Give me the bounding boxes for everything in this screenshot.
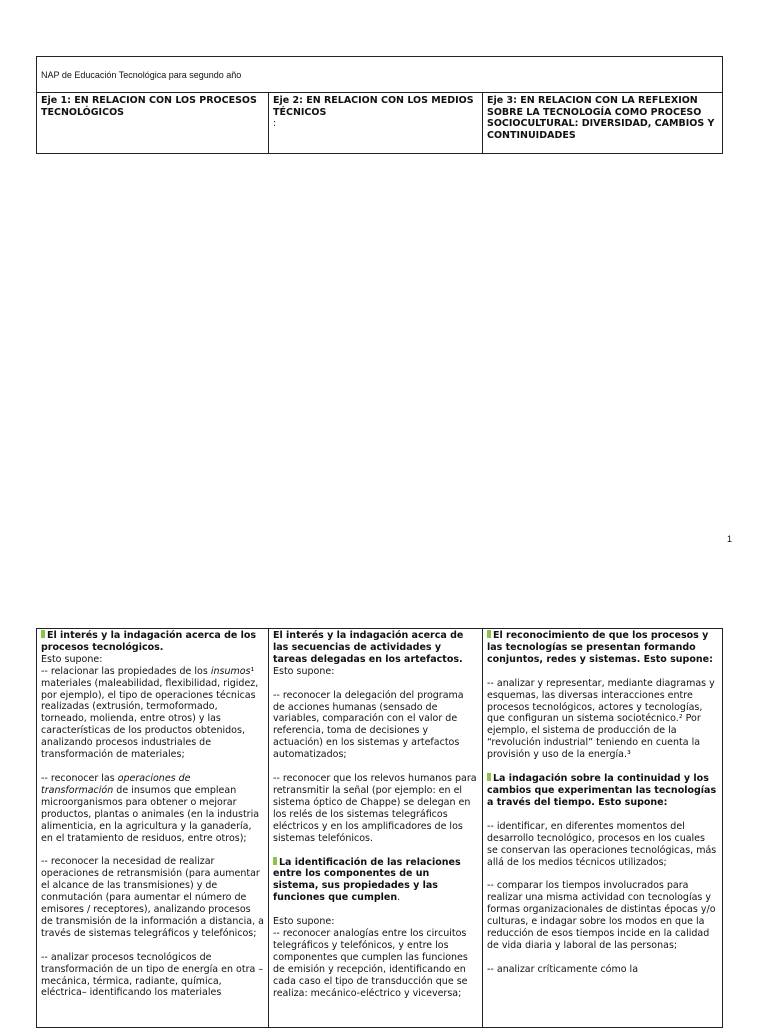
axis-3-heading-2: La indagación sobre la continuidad y los cambios que experimentan las tecnologías a través del tiempo. Esto supone: <box>487 773 717 808</box>
axes-header-row <box>37 93 722 153</box>
axis-1-item-2: -- reconocer las operaciones de transformación de insumos que emplean microorganismos para obtener o mejorar productos, plantas o animales (en la industria alimenticia, en la agricultura y la ganadería, en el tratamiento de residuos, entre otros); <box>41 772 260 844</box>
axis-3-column <box>483 629 722 1027</box>
axis-1-header: Eje 1: EN RELACION CON LOS PROCESOS TECNOLÓGICOS <box>37 93 269 153</box>
axis-3-item-4: -- analizar críticamente cómo la <box>487 963 639 975</box>
axis-1-item-3: -- reconocer la necesidad de realizar operaciones de retransmisión (para aumentar el alcance de las transmisiones) y de conmutación (para aumentar el número de emisores / receptores), analizando procesos de transmisión de la información a distancia, a través de sistemas telegráficos y telefónicos; <box>41 856 264 939</box>
bullet-icon <box>487 773 491 781</box>
axes-table <box>36 56 723 154</box>
axis-2-heading: El interés y la indagación acerca de las secuencias de actividades y tareas delegadas en los artefactos. <box>273 630 464 665</box>
axis-1-item-4: -- analizar procesos tecnológicos de transformación de un tipo de energía en otra –mecánica, térmica, radiante, química, eléctrica– identificando los materiales <box>41 951 264 999</box>
content-table <box>36 628 723 1028</box>
axis-2-intro-2: Esto supone: <box>273 916 335 928</box>
axis-2-item-2: -- reconocer que los relevos humanos para retransmitir la señal (por ejemplo: en el sistema óptico de Chappe) se delegan en los relés de los sistemas telegráficos eléctricos y en los amplificadores de los sistemas telefónicos. <box>273 773 477 844</box>
axis-3-item-1: -- analizar y representar, mediante diagramas y esquemas, las diversas interacciones entre procesos tecnológicos, actores y tecnologías, que configuran un sistema sociotécnico.² Por ejemplo, el sistema de producción de la “revolución industrial” teniendo en cuenta la provisión y uso de la energía.³ <box>487 677 715 761</box>
axis-2-colon: : <box>273 118 277 129</box>
axis-2-header: Eje 2: EN RELACION CON LOS MEDIOS TÉCNICOS <box>273 95 474 118</box>
axis-2-heading-2: La identificación de las relaciones entre los componentes de un sistema, sus propiedades y las funciones que cumplen. <box>273 856 461 904</box>
page-number: 1 <box>727 534 733 544</box>
bullet-icon <box>41 630 45 638</box>
axis-2-item-1: -- reconocer la delegación del programa de acciones humanas (sensado de variables, comparación con el valor de referencia, toma de decisiones y actuación) en los sistemas y artefactos automatizados; <box>273 689 464 761</box>
axis-2-intro: Esto supone: <box>273 665 335 677</box>
bullet-icon <box>273 857 277 865</box>
axis-1-item-1: -- relacionar las propiedades de los insumos¹ materiales (maleabilidad, flexibilidad, rigidez, por ejemplo), el tipo de operaciones técnicas realizadas (extrusión, termoformado, torneado, molienda, entre otros) y las características de los productos obtenidos, analizando procesos industriales de transformación de materiales; <box>41 665 259 761</box>
axis-1-column <box>37 629 269 1027</box>
axis-3-item-2: -- identificar, en diferentes momentos del desarrollo tecnológico, procesos en los cuales se conservan las operaciones tecnológicas, más allá de los medios técnicos utilizados; <box>487 820 717 868</box>
axis-3-item-3: -- comparar los tiempos involucrados para realizar una misma actividad con tecnologías y formas organizacionales de distintas épocas y/o culturas, e indagar sobre los modos en que la reducción de esos tiempos incide en la calidad de vida diaria y laboral de las personas; <box>487 880 716 951</box>
document-title: NAP de Educación Tecnológica para segundo año <box>37 57 722 93</box>
axis-3-heading: El reconocimiento de que los procesos y las tecnologías se presentan formando conjuntos, redes y sistemas. Esto supone: <box>487 630 713 665</box>
axis-1-heading: El interés y la indagación acerca de los procesos tecnológicos. <box>41 630 257 653</box>
axis-3-header: Eje 3: EN RELACION CON LA REFLEXION SOBRE LA TECNOLOGÍA COMO PROCESO SOCIOCULTURAL: DIVERSIDAD, CAMBIOS Y CONTINUIDADES <box>487 95 715 141</box>
axis-2-column <box>269 629 483 1027</box>
axis-2-header-cell <box>269 93 483 153</box>
bullet-icon <box>487 630 491 638</box>
axis-2-item-3: -- reconocer analogías entre los circuitos telegráficos y telefónicos, y entre los componentes que cumplen las funciones de emisión y recepción, identificando en cada caso el tipo de transducción que se realiza: mecánico-eléctrico y viceversa; <box>273 928 468 999</box>
axis-1-intro: Esto supone: <box>41 653 103 665</box>
